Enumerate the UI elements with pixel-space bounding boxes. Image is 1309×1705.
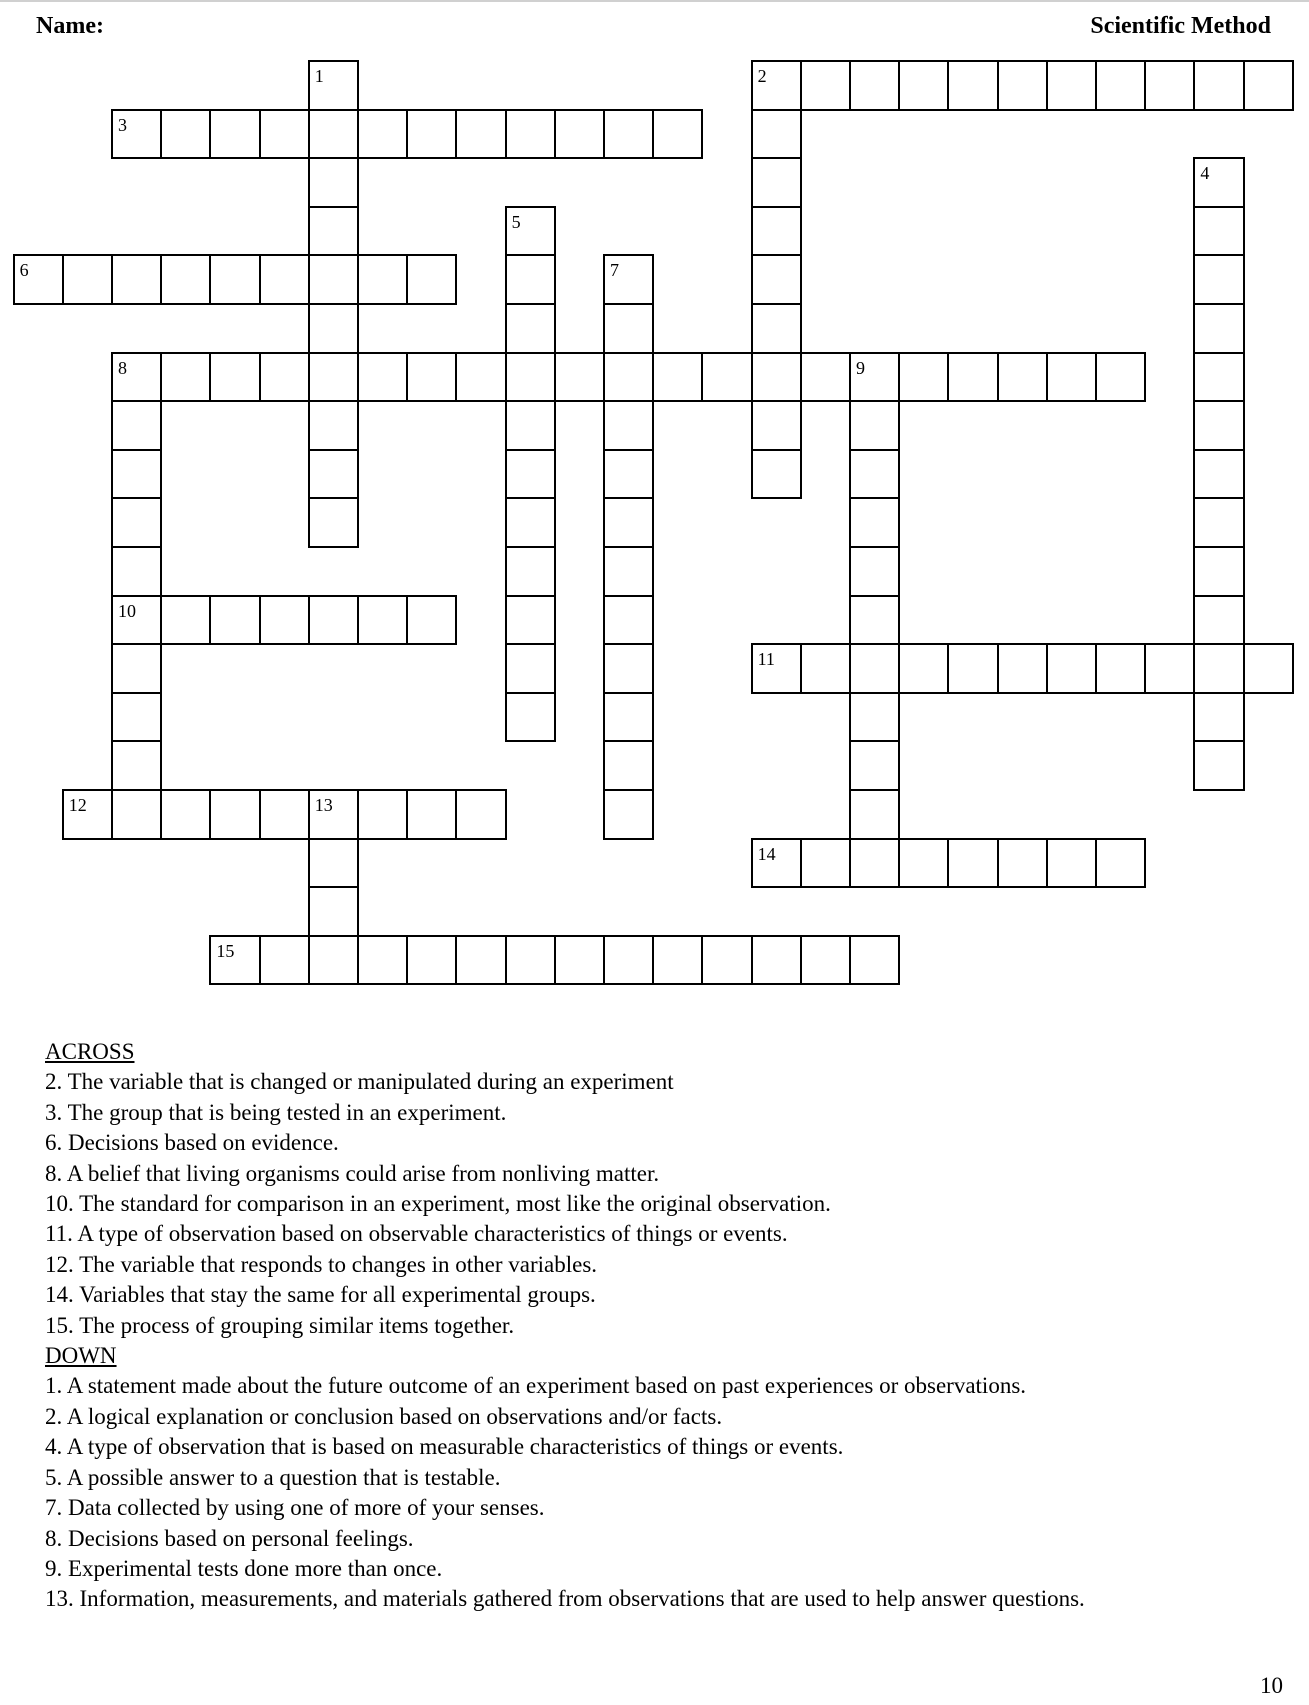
crossword-cell[interactable] <box>997 60 1048 111</box>
crossword-cell[interactable] <box>455 935 506 986</box>
crossword-cell[interactable] <box>751 206 802 257</box>
crossword-cell[interactable] <box>1193 643 1244 694</box>
crossword-cell[interactable] <box>406 109 457 160</box>
crossword-cell[interactable] <box>1095 643 1146 694</box>
crossword-cell[interactable] <box>357 595 408 646</box>
crossword-cell[interactable] <box>209 935 260 986</box>
crossword-cell[interactable] <box>160 789 211 840</box>
crossword-cell[interactable] <box>603 546 654 597</box>
crossword-cell[interactable] <box>603 254 654 305</box>
crossword-cell[interactable] <box>898 60 949 111</box>
crossword-cell[interactable] <box>800 838 851 889</box>
crossword-cell[interactable] <box>160 109 211 160</box>
clue-number: 7 <box>610 260 619 281</box>
crossword-cell[interactable] <box>1095 838 1146 889</box>
clue-number: 1 <box>314 66 324 86</box>
crossword-cell[interactable] <box>259 935 310 986</box>
down-clue: 9. Experimental tests done more than once. <box>45 1555 443 1581</box>
clue-number: 6 <box>19 260 29 281</box>
crossword-cell[interactable] <box>701 935 752 986</box>
crossword-cell[interactable] <box>505 595 556 646</box>
crossword-cell[interactable] <box>603 692 654 743</box>
crossword-cell[interactable] <box>997 838 1048 889</box>
across-clue: 2. The variable that is changed or manipulated during an experiment <box>45 1069 674 1095</box>
crossword-cell[interactable] <box>603 789 654 840</box>
crossword-cell[interactable] <box>259 789 310 840</box>
crossword-cell[interactable] <box>209 352 260 403</box>
crossword-cell[interactable] <box>505 303 556 354</box>
crossword-cell[interactable] <box>505 546 556 597</box>
down-clue: 1. A statement made about the future outcome of an experiment based on past experiences or observations. <box>45 1373 1027 1399</box>
crossword-cell[interactable] <box>1193 254 1244 305</box>
crossword-cell[interactable] <box>160 595 211 646</box>
across-heading: ACROSS <box>45 1039 135 1064</box>
crossword-cell[interactable] <box>62 789 113 840</box>
crossword-cell[interactable] <box>308 303 359 354</box>
crossword-cell[interactable] <box>259 109 310 160</box>
crossword-cell[interactable] <box>308 935 359 986</box>
crossword-cell[interactable] <box>505 254 556 305</box>
crossword-cell[interactable] <box>505 692 556 743</box>
crossword-cell[interactable] <box>1046 643 1097 694</box>
clue-number: 4 <box>1200 163 1210 184</box>
crossword-cell[interactable] <box>1243 60 1294 111</box>
crossword-cell[interactable] <box>947 352 998 403</box>
crossword-cell[interactable] <box>308 109 359 160</box>
crossword-cell[interactable] <box>209 789 260 840</box>
crossword-cell[interactable] <box>751 935 802 986</box>
crossword-cell[interactable] <box>603 643 654 694</box>
crossword-cell[interactable] <box>209 109 260 160</box>
crossword-cell[interactable] <box>751 60 802 111</box>
crossword-cell[interactable] <box>357 352 408 403</box>
crossword-cell[interactable] <box>505 352 556 403</box>
crossword-cell[interactable] <box>898 838 949 889</box>
down-clue: 2. A logical explanation or conclusion based on observations and/or facts. <box>45 1403 723 1429</box>
crossword-cell[interactable] <box>849 352 900 403</box>
crossword-cell[interactable] <box>111 546 162 597</box>
crossword-cell[interactable] <box>209 595 260 646</box>
across-clue: 11. A type of observation based on observable characteristics of things or events. <box>45 1221 788 1247</box>
crossword-cell[interactable] <box>849 740 900 791</box>
crossword-cell[interactable] <box>1193 60 1244 111</box>
crossword-cell[interactable] <box>751 449 802 500</box>
crossword-cell[interactable] <box>1243 643 1294 694</box>
crossword-cell[interactable] <box>1046 352 1097 403</box>
crossword-cell[interactable] <box>652 935 703 986</box>
crossword-cell[interactable] <box>751 303 802 354</box>
crossword-cell[interactable] <box>1095 352 1146 403</box>
crossword-cell[interactable] <box>111 789 162 840</box>
crossword-cell[interactable] <box>111 692 162 743</box>
crossword-cell[interactable] <box>1193 497 1244 548</box>
crossword-cell[interactable] <box>209 254 260 305</box>
crossword-cell[interactable] <box>505 400 556 451</box>
crossword-cell[interactable] <box>603 303 654 354</box>
crossword-cell[interactable] <box>603 109 654 160</box>
down-clue: 7. Data collected by using one of more of your senses. <box>45 1495 545 1521</box>
clue-number: 14 <box>757 843 776 864</box>
crossword-cell[interactable] <box>308 254 359 305</box>
crossword-cell[interactable] <box>259 352 310 403</box>
crossword-cell[interactable] <box>505 643 556 694</box>
crossword-cell[interactable] <box>406 595 457 646</box>
name-label: Name: <box>36 13 104 39</box>
down-clue: 13. Information, measurements, and materials gathered from observations that are used to help answer questions. <box>45 1586 1085 1612</box>
clue-number: 11 <box>757 649 775 670</box>
clue-number: 9 <box>856 357 865 378</box>
crossword-cell[interactable] <box>455 352 506 403</box>
crossword-cell[interactable] <box>800 352 851 403</box>
crossword-cell[interactable] <box>849 789 900 840</box>
crossword-cell[interactable] <box>947 60 998 111</box>
down-clue: 5. A possible answer to a question that is testable. <box>45 1464 501 1490</box>
crossword-cell[interactable] <box>357 935 408 986</box>
crossword-cell[interactable] <box>652 109 703 160</box>
crossword-cell[interactable] <box>259 254 310 305</box>
crossword-cell[interactable] <box>111 254 162 305</box>
crossword-cell[interactable] <box>800 643 851 694</box>
crossword-cell[interactable] <box>1193 692 1244 743</box>
crossword-cell[interactable] <box>308 60 359 111</box>
across-clue: 10. The standard for comparison in an experiment, most like the original observation. <box>45 1191 831 1217</box>
crossword-cell[interactable] <box>603 352 654 403</box>
crossword-cell[interactable] <box>751 254 802 305</box>
down-clue: 8. Decisions based on personal feelings. <box>45 1525 414 1551</box>
crossword-cell[interactable] <box>1046 60 1097 111</box>
crossword-cell[interactable] <box>701 352 752 403</box>
crossword-cell[interactable] <box>1193 740 1244 791</box>
crossword-cell[interactable] <box>603 935 654 986</box>
crossword-cell[interactable] <box>1144 60 1195 111</box>
crossword-cell[interactable] <box>1193 352 1244 403</box>
clue-number: 15 <box>216 940 235 961</box>
across-clue: 12. The variable that responds to changes in other variables. <box>45 1251 598 1277</box>
crossword-cell[interactable] <box>849 400 900 451</box>
crossword-cell[interactable] <box>308 789 359 840</box>
crossword-cell[interactable] <box>308 838 359 889</box>
crossword-cell[interactable] <box>997 352 1048 403</box>
crossword-cell[interactable] <box>406 254 457 305</box>
crossword-cell[interactable] <box>160 352 211 403</box>
crossword-cell[interactable] <box>1144 643 1195 694</box>
clue-number: 5 <box>511 211 521 232</box>
crossword-cell[interactable] <box>751 838 802 889</box>
crossword-cell[interactable] <box>947 838 998 889</box>
crossword-cell[interactable] <box>357 109 408 160</box>
crossword-cell[interactable] <box>603 497 654 548</box>
crossword-cell[interactable] <box>652 352 703 403</box>
crossword-cell[interactable] <box>898 643 949 694</box>
across-clue: 3. The group that is being tested in an experiment. <box>45 1099 507 1125</box>
clue-number: 13 <box>314 795 333 815</box>
crossword-cell[interactable] <box>111 352 162 403</box>
crossword-cell[interactable] <box>308 497 359 548</box>
across-clue: 6. Decisions based on evidence. <box>45 1130 339 1156</box>
crossword-cell[interactable] <box>849 449 900 500</box>
crossword-cell[interactable] <box>111 109 162 160</box>
crossword-cell[interactable] <box>111 497 162 548</box>
crossword-cell[interactable] <box>751 643 802 694</box>
crossword-cell[interactable] <box>849 546 900 597</box>
crossword-cell[interactable] <box>1193 546 1244 597</box>
crossword-cell[interactable] <box>111 400 162 451</box>
crossword-cell[interactable] <box>308 449 359 500</box>
crossword-cell[interactable] <box>505 206 556 257</box>
down-heading: DOWN <box>45 1343 117 1369</box>
clue-number: 2 <box>757 66 767 86</box>
crossword-cell[interactable] <box>1193 157 1244 208</box>
crossword-cell[interactable] <box>603 449 654 500</box>
crossword-cell[interactable] <box>751 400 802 451</box>
clue-number: 12 <box>68 795 87 815</box>
crossword-cell[interactable] <box>849 692 900 743</box>
crossword-cell[interactable] <box>505 935 556 986</box>
crossword-cell[interactable] <box>1193 449 1244 500</box>
worksheet-title: Scientific Method <box>1090 13 1271 39</box>
crossword-cell[interactable] <box>1193 303 1244 354</box>
page-number: 10 <box>1260 1673 1283 1698</box>
crossword-cell[interactable] <box>1193 206 1244 257</box>
crossword-cell[interactable] <box>111 595 162 646</box>
crossword-cell[interactable] <box>898 352 949 403</box>
clue-number: 3 <box>118 114 127 135</box>
clue-list <box>45 1037 1085 1615</box>
crossword-cell[interactable] <box>1193 400 1244 451</box>
crossword-cell[interactable] <box>849 60 900 111</box>
crossword-cell[interactable] <box>13 254 64 305</box>
crossword-cell[interactable] <box>406 789 457 840</box>
crossword-cell[interactable] <box>455 109 506 160</box>
crossword-cell[interactable] <box>406 352 457 403</box>
crossword-cell[interactable] <box>1095 60 1146 111</box>
crossword-cell[interactable] <box>505 109 556 160</box>
crossword-cell[interactable] <box>603 595 654 646</box>
crossword-cell[interactable] <box>800 935 851 986</box>
crossword-cell[interactable] <box>751 352 802 403</box>
crossword-cell[interactable] <box>554 935 605 986</box>
crossword-cell[interactable] <box>308 400 359 451</box>
crossword-cell[interactable] <box>455 789 506 840</box>
crossword-cell[interactable] <box>111 740 162 791</box>
crossword-cell[interactable] <box>849 595 900 646</box>
crossword-cell[interactable] <box>308 886 359 937</box>
crossword-cell[interactable] <box>603 400 654 451</box>
crossword-cell[interactable] <box>505 449 556 500</box>
crossword-cell[interactable] <box>357 789 408 840</box>
crossword-cell[interactable] <box>997 643 1048 694</box>
crossword-cell[interactable] <box>308 352 359 403</box>
crossword-cell[interactable] <box>357 254 408 305</box>
clue-number: 10 <box>118 600 136 621</box>
crossword-cell[interactable] <box>849 643 900 694</box>
crossword-cell[interactable] <box>849 935 900 986</box>
crossword-cell[interactable] <box>554 109 605 160</box>
across-clue: 15. The process of grouping similar items together. <box>45 1312 515 1338</box>
crossword-cell[interactable] <box>947 643 998 694</box>
crossword-cell[interactable] <box>751 109 802 160</box>
crossword-cell[interactable] <box>259 595 310 646</box>
crossword-cell[interactable] <box>160 254 211 305</box>
crossword-cell[interactable] <box>505 497 556 548</box>
crossword-cell[interactable] <box>62 254 113 305</box>
crossword-cell[interactable] <box>603 740 654 791</box>
clue-number: 8 <box>118 357 127 378</box>
crossword-cell[interactable] <box>111 643 162 694</box>
crossword-cell[interactable] <box>308 157 359 208</box>
crossword-cell[interactable] <box>308 595 359 646</box>
crossword-cell[interactable] <box>111 449 162 500</box>
crossword-cell[interactable] <box>800 60 851 111</box>
crossword-cell[interactable] <box>1046 838 1097 889</box>
across-clue: 8. A belief that living organisms could arise from nonliving matter. <box>45 1160 660 1186</box>
crossword-cell[interactable] <box>406 935 457 986</box>
crossword-cell[interactable] <box>849 838 900 889</box>
crossword-cell[interactable] <box>849 497 900 548</box>
crossword-cell[interactable] <box>751 157 802 208</box>
crossword-cell[interactable] <box>554 352 605 403</box>
across-clue: 14. Variables that stay the same for all experimental groups. <box>45 1282 596 1308</box>
crossword-cell[interactable] <box>308 206 359 257</box>
down-clue: 4. A type of observation that is based on measurable characteristics of things or events. <box>45 1434 844 1460</box>
crossword-cell[interactable] <box>1193 595 1244 646</box>
